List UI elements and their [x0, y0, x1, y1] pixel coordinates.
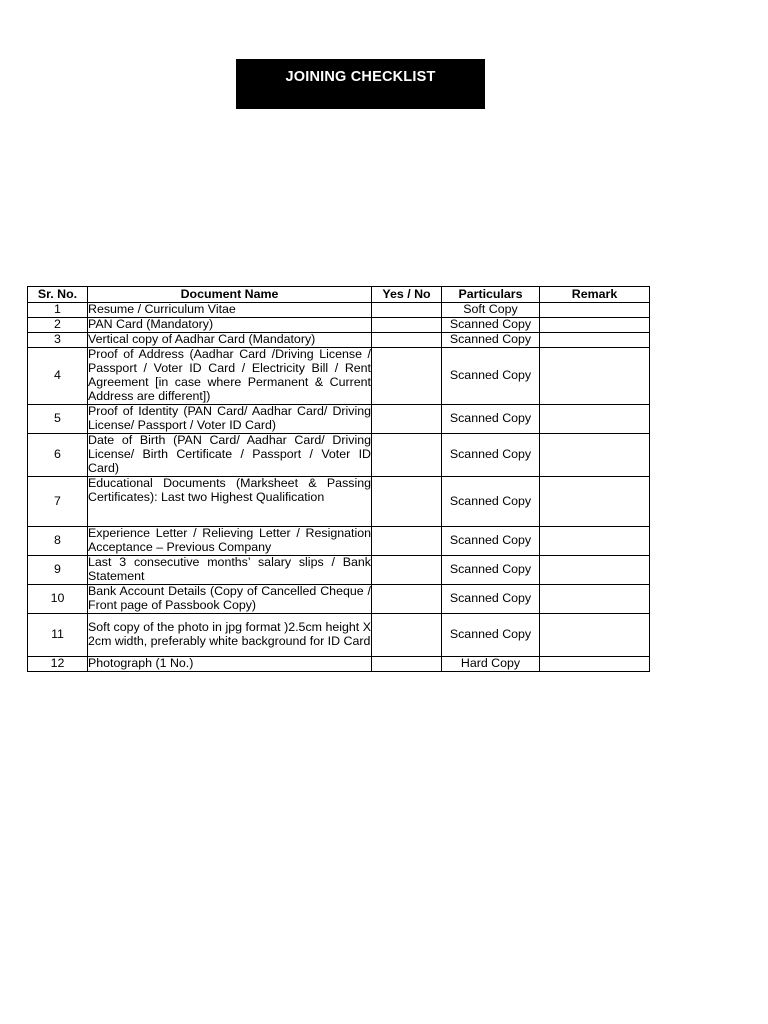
cell-sr-no: 3	[28, 333, 88, 348]
cell-remark[interactable]	[540, 556, 650, 585]
cell-particulars: Hard Copy	[442, 657, 540, 672]
cell-document-name: Experience Letter / Relieving Letter / Resignation Acceptance – Previous Company	[88, 526, 371, 554]
cell-particulars: Scanned Copy	[442, 434, 540, 477]
table-row	[28, 556, 650, 585]
cell-sr-no: 2	[28, 318, 88, 333]
cell-yes-no[interactable]	[372, 303, 442, 318]
cell-particulars: Scanned Copy	[442, 527, 540, 556]
cell-remark[interactable]	[540, 303, 650, 318]
cell-document-name: PAN Card (Mandatory)	[88, 318, 372, 333]
cell-yes-no[interactable]	[372, 657, 442, 672]
cell-particulars: Scanned Copy	[442, 348, 540, 405]
cell-document-name: Bank Account Details (Copy of Cancelled Cheque / Front page of Passbook Copy)	[88, 584, 371, 612]
cell-remark[interactable]	[540, 318, 650, 333]
header-yes-no: Yes / No	[372, 287, 442, 303]
cell-sr-no: 6	[28, 434, 88, 477]
cell-sr-no: 5	[28, 405, 88, 434]
cell-document-name: Date of Birth (PAN Card/ Aadhar Card/ Driving License/ Birth Certificate / Passport / Voter ID Card)	[88, 433, 371, 475]
table-row	[28, 303, 650, 318]
cell-sr-no: 1	[28, 303, 88, 318]
cell-particulars: Scanned Copy	[442, 556, 540, 585]
cell-yes-no[interactable]	[372, 318, 442, 333]
cell-sr-no: 7	[28, 477, 88, 527]
cell-yes-no[interactable]	[372, 614, 442, 657]
cell-sr-no: 9	[28, 556, 88, 585]
cell-yes-no[interactable]	[372, 585, 442, 614]
cell-document-name: Soft copy of the photo in jpg format )2.5cm height X 2cm width, preferably white background for ID Card	[88, 614, 372, 657]
page-title: JOINING CHECKLIST	[236, 59, 485, 109]
header-document-name: Document Name	[88, 287, 372, 303]
cell-particulars: Scanned Copy	[442, 333, 540, 348]
cell-document-name: Proof of Identity (PAN Card/ Aadhar Card/ Driving License/ Passport / Voter ID Card)	[88, 404, 371, 432]
header-sr-no: Sr. No.	[28, 287, 88, 303]
table-row	[28, 585, 650, 614]
cell-sr-no: 11	[28, 614, 88, 657]
table-row	[28, 405, 650, 434]
cell-particulars: Scanned Copy	[442, 318, 540, 333]
cell-remark[interactable]	[540, 477, 650, 527]
cell-particulars: Scanned Copy	[442, 477, 540, 527]
joining-checklist-table	[27, 286, 650, 672]
cell-yes-no[interactable]	[372, 333, 442, 348]
table-row	[28, 318, 650, 333]
cell-document-name: Resume / Curriculum Vitae	[88, 303, 372, 318]
table-row	[28, 657, 650, 672]
cell-remark[interactable]	[540, 614, 650, 657]
cell-remark[interactable]	[540, 527, 650, 556]
table-row	[28, 333, 650, 348]
cell-document-name: Proof of Address (Aadhar Card /Driving License / Passport / Voter ID Card / Electricity Bill / Rent Agreement [in case where Permanent & Current Address are different])	[88, 347, 371, 403]
table-row	[28, 477, 650, 527]
cell-document-name: Photograph (1 No.)	[88, 657, 372, 672]
cell-particulars: Scanned Copy	[442, 585, 540, 614]
cell-remark[interactable]	[540, 585, 650, 614]
cell-particulars: Scanned Copy	[442, 614, 540, 657]
cell-remark[interactable]	[540, 405, 650, 434]
cell-sr-no: 8	[28, 527, 88, 556]
cell-sr-no: 12	[28, 657, 88, 672]
cell-remark[interactable]	[540, 348, 650, 405]
cell-yes-no[interactable]	[372, 405, 442, 434]
cell-document-name: Vertical copy of Aadhar Card (Mandatory)	[88, 333, 372, 348]
cell-document-name: Last 3 consecutive months’ salary slips / Bank Statement	[88, 555, 371, 583]
cell-document-name: Educational Documents (Marksheet & Passing Certificates): Last two Highest Qualification	[88, 477, 372, 527]
table-row	[28, 527, 650, 556]
cell-yes-no[interactable]	[372, 527, 442, 556]
cell-remark[interactable]	[540, 333, 650, 348]
cell-remark[interactable]	[540, 657, 650, 672]
table-row	[28, 434, 650, 477]
cell-yes-no[interactable]	[372, 556, 442, 585]
cell-yes-no[interactable]	[372, 434, 442, 477]
table-header-row	[28, 287, 650, 303]
table-row	[28, 348, 650, 405]
cell-sr-no: 4	[28, 348, 88, 405]
cell-sr-no: 10	[28, 585, 88, 614]
header-particulars: Particulars	[442, 287, 540, 303]
cell-particulars: Soft Copy	[442, 303, 540, 318]
cell-particulars: Scanned Copy	[442, 405, 540, 434]
table-row	[28, 614, 650, 657]
header-remark: Remark	[540, 287, 650, 303]
cell-remark[interactable]	[540, 434, 650, 477]
cell-yes-no[interactable]	[372, 477, 442, 527]
cell-yes-no[interactable]	[372, 348, 442, 405]
